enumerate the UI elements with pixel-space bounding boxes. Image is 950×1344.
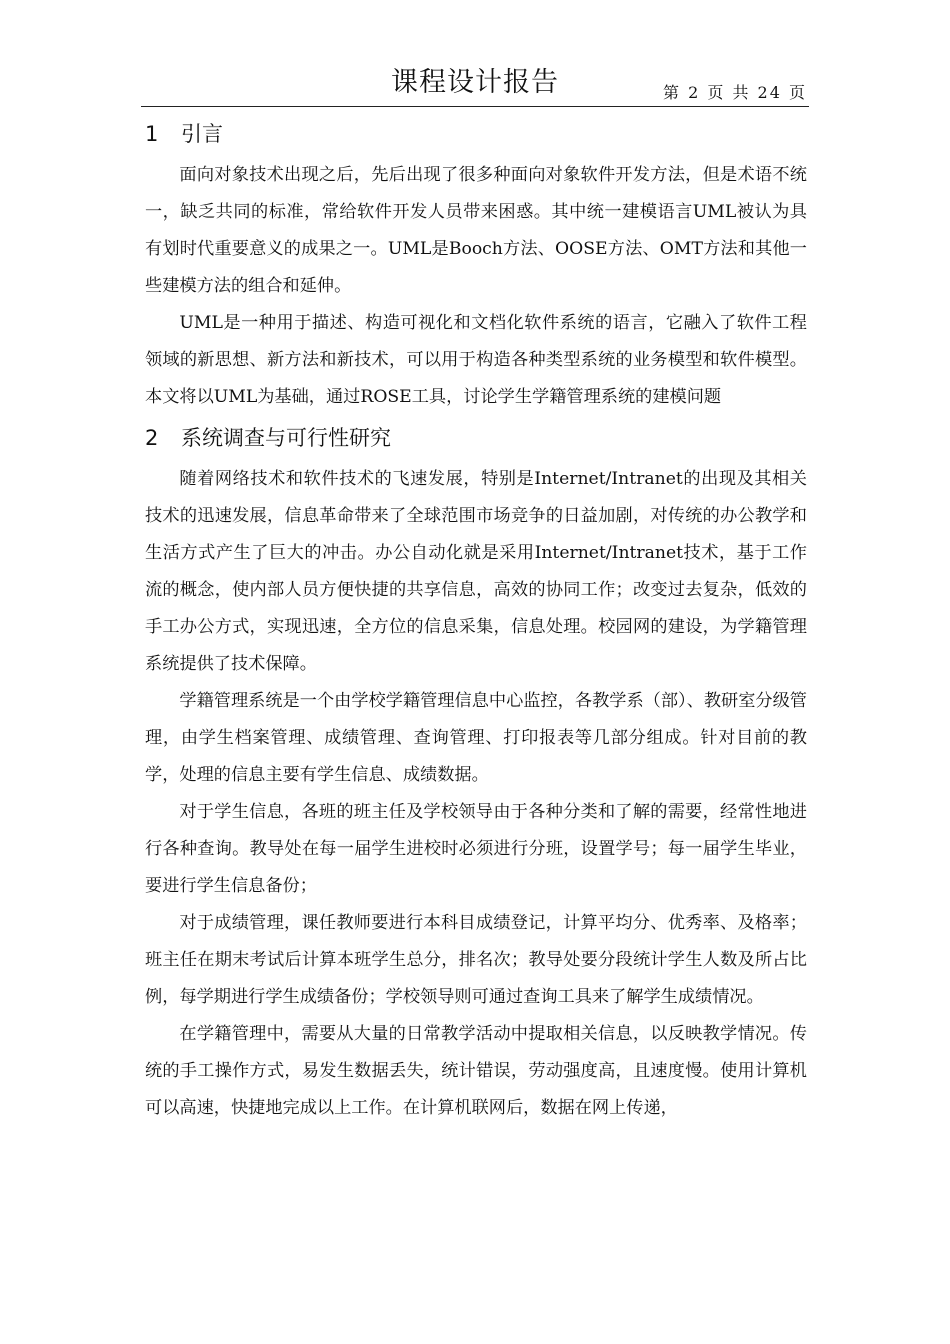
document-body: [145, 112, 807, 1127]
section-title: 系统调查与可行性研究: [181, 426, 391, 450]
paragraph: 随着网络技术和软件技术的飞速发展，特别是Internet/Intranet的出现及其相关技术的迅速发展，信息革命带来了全球范围市场竞争的日益加剧，对传统的办公教学和生活方式产生了巨大的冲击。办公自动化就是采用Internet/Intranet技术，基于工作流的概念，使内部人员方便快捷的共享信息，高效的协同工作；改变过去复杂，低效的手工办公方式，实现迅速，全方位的信息采集，信息处理。校园网的建设，为学籍管理系统提供了技术保障。: [145, 469, 807, 674]
paragraph: 对于成绩管理，课任教师要进行本科目成绩登记，计算平均分、优秀率、及格率；班主任在期末考试后计算本班学生总分，排名次；教导处要分段统计学生人数及所占比例，每学期进行学生成绩备份；学校领导则可通过查询工具来了解学生成绩情况。: [145, 913, 807, 1007]
paragraph: 面向对象技术出现之后，先后出现了很多种面向对象软件开发方法，但是术语不统一，缺乏共同的标准，常给软件开发人员带来困惑。其中统一建模语言UML被认为具有划时代重要意义的成果之一。UML是Booch方法、OOSE方法、OMT方法和其他一些建模方法的组合和延伸。: [145, 165, 807, 296]
section-number: 2: [145, 426, 159, 450]
section-title: 引言: [181, 122, 223, 146]
section-heading-feasibility: [145, 416, 807, 461]
paragraph: 在学籍管理中，需要从大量的日常教学活动中提取相关信息，以反映教学情况。传统的手工操作方式，易发生数据丢失，统计错误，劳动强度高，且速度慢。使用计算机可以高速，快捷地完成以上工作。在计算机联网后，数据在网上传递，: [145, 1024, 807, 1118]
section-heading-introduction: [145, 112, 807, 157]
paragraph: 学籍管理系统是一个由学校学籍管理信息中心监控，各教学系（部）、教研室分级管理，由学生档案管理、成绩管理、查询管理、打印报表等几部分组成。针对目前的教学，处理的信息主要有学生信息、成绩数据。: [145, 691, 807, 785]
section-number: 1: [145, 122, 159, 146]
paragraph: UML是一种用于描述、构造可视化和文档化软件系统的语言，它融入了软件工程领域的新思想、新方法和新技术，可以用于构造各种类型系统的业务模型和软件模型。本文将以UML为基础，通过ROSE工具，讨论学生学籍管理系统的建模问题: [145, 313, 807, 407]
paragraph: 对于学生信息，各班的班主任及学校领导由于各种分类和了解的需要，经常性地进行各种查询。教导处在每一届学生进校时必须进行分班，设置学号；每一届学生毕业，要进行学生信息备份；: [145, 802, 807, 896]
page-header: [141, 56, 809, 107]
document-title: 课程设计报告: [391, 67, 559, 98]
page-number: 第 2 页 共 24 页: [663, 83, 807, 102]
